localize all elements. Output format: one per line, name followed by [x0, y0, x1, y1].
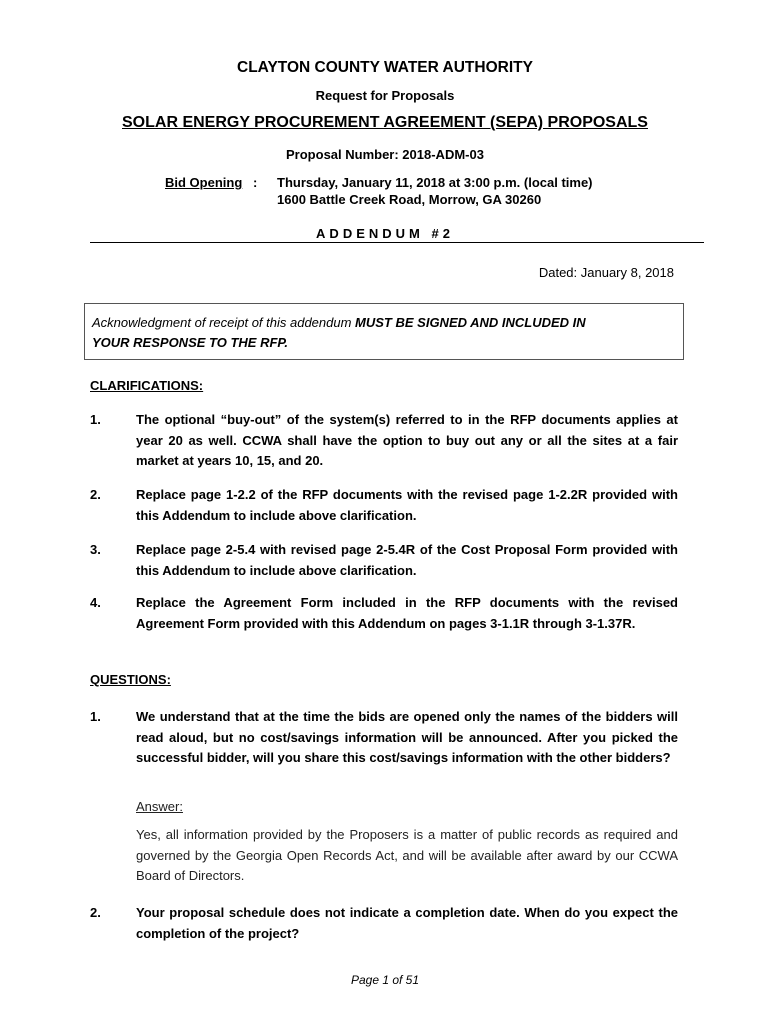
clarification-number: 3.	[90, 542, 101, 557]
page-number: Page 1 of 51	[350, 973, 420, 987]
acknowledgment-emphasis-2: YOUR RESPONSE TO THE RFP.	[92, 335, 289, 350]
header-divider	[90, 242, 704, 243]
organization-title: CLAYTON COUNTY WATER AUTHORITY	[237, 59, 533, 76]
question-number: 1.	[90, 709, 101, 724]
clarification-text: The optional “buy-out” of the system(s) referred to in the RFP documents applies at year 20 as well. CCWA shall have the option to buy out any or all the sites at a fair market at years 10, 15, and 20.	[136, 412, 678, 468]
addendum-heading: ADDENDUM #2	[316, 226, 454, 241]
answer-label: Answer:	[136, 799, 183, 814]
clarifications-heading: CLARIFICATIONS:	[90, 378, 204, 393]
dated-line: Dated: January 8, 2018	[538, 265, 674, 280]
clarification-text: Replace the Agreement Form included in the RFP documents with the revised Agreement Form provided with this Addendum on pages 3-1.1R through 3-1.37R.	[136, 595, 678, 631]
question-number: 2.	[90, 905, 101, 920]
clarification-text: Replace page 1-2.2 of the RFP documents with the revised page 1-2.2R provided with this Addendum to include above clarification.	[136, 487, 678, 523]
bid-opening-date: Thursday, January 11, 2018 at 3:00 p.m. (local time)	[277, 175, 593, 190]
bid-opening-label: Bid Opening	[165, 175, 243, 190]
questions-heading: QUESTIONS:	[90, 672, 171, 687]
acknowledgment-lead: Acknowledgment of receipt of this addendum	[92, 315, 356, 330]
question-text: Your proposal schedule does not indicate a completion date. When do you expect the completion of the project?	[136, 905, 678, 941]
answer-text: Yes, all information provided by the Proposers is a matter of public records as required and governed by the Georgia Open Records Act, and will be available after award by our CCWA Board of Directors.	[136, 827, 678, 883]
clarification-number: 1.	[90, 412, 101, 427]
document-subtitle: Request for Proposals	[315, 88, 455, 103]
clarification-number: 4.	[90, 595, 101, 610]
acknowledgment-emphasis-1: MUST BE SIGNED AND INCLUDED IN	[355, 315, 586, 330]
bid-opening-colon: :	[253, 175, 258, 190]
clarification-text: Replace page 2-5.4 with revised page 2-5.4R of the Cost Proposal Form provided with this Addendum to include above clarification.	[136, 542, 678, 578]
clarification-number: 2.	[90, 487, 101, 502]
question-text: We understand that at the time the bids are opened only the names of the bidders will read aloud, but no cost/savings information will be announced. After you picked the successful bidder, will you share this cost/savings information with the other bidders?	[136, 709, 678, 765]
bid-opening-address: 1600 Battle Creek Road, Morrow, GA 30260	[277, 192, 542, 207]
acknowledgment-box	[84, 303, 684, 360]
page-title: SOLAR ENERGY PROCUREMENT AGREEMENT (SEPA) PROPOSALS	[122, 114, 648, 131]
proposal-number: Proposal Number: 2018-ADM-03	[286, 147, 484, 162]
